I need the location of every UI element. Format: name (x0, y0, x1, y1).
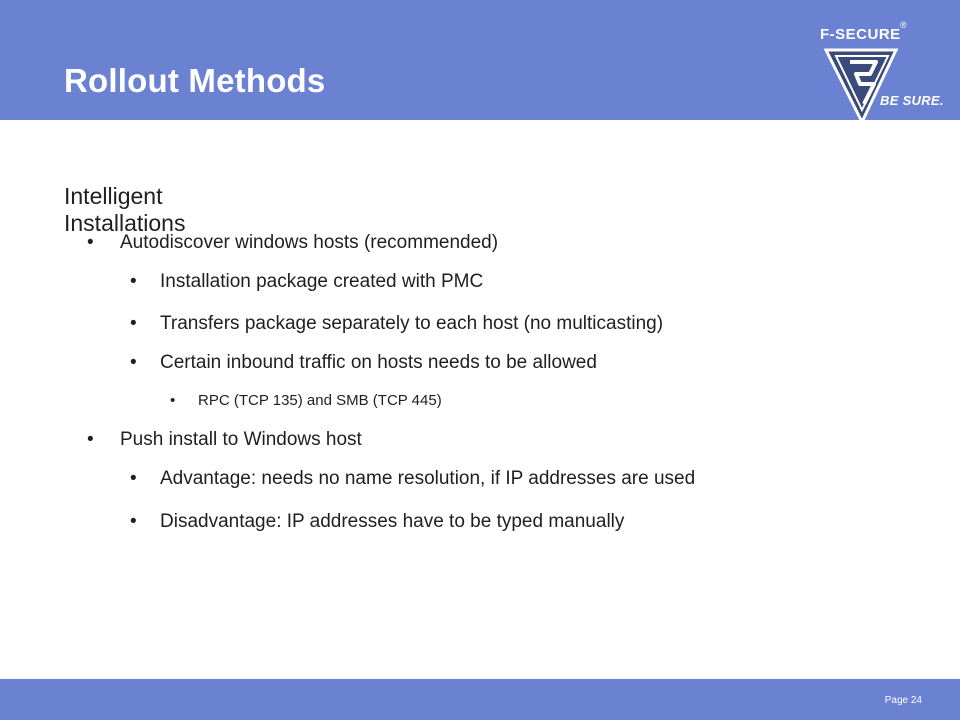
bullet-marker: • (130, 271, 137, 292)
logo-tagline: BE SURE. (880, 93, 944, 108)
bullet-marker: • (170, 392, 176, 409)
bullet-marker: • (130, 511, 137, 532)
page-number: Page 24 (884, 695, 922, 706)
logo-registered-mark: ® (900, 20, 907, 30)
bullet-text: RPC (TCP 135) and SMB (TCP 445) (198, 392, 442, 409)
bullet-text: Installation package created with PMC (160, 271, 484, 292)
bullet-text: Autodiscover windows hosts (recommended) (120, 232, 499, 253)
f-secure-emblem-icon (822, 44, 900, 126)
slide-title: Rollout Methods (64, 62, 326, 99)
bullet-item (170, 392, 442, 409)
bullet-item (130, 271, 484, 293)
bullet-marker: • (130, 313, 137, 334)
bullet-text: Disadvantage: IP addresses have to be typed manually (160, 511, 625, 532)
bullet-text: Advantage: needs no name resolution, if IP addresses are used (160, 468, 696, 489)
bullet-marker: • (130, 352, 137, 373)
footer-band (0, 679, 960, 720)
bullet-item (130, 511, 625, 533)
bullet-item (87, 429, 362, 451)
bullet-text: Push install to Windows host (120, 429, 362, 450)
bullet-item (130, 313, 664, 335)
bullet-item (130, 468, 696, 490)
f-secure-logo (820, 18, 950, 108)
bullet-marker: • (87, 429, 94, 450)
bullet-marker: • (87, 232, 94, 253)
bullet-item (87, 232, 499, 254)
bullet-text: Transfers package separately to each host (no multicasting) (160, 313, 664, 334)
logo-brand-text: F-SECURE (820, 26, 901, 43)
bullet-text: Certain inbound traffic on hosts needs to be allowed (160, 352, 597, 373)
section-heading: Intelligent Installations (64, 183, 186, 236)
bullet-item (130, 352, 597, 374)
bullet-marker: • (130, 468, 137, 489)
header-band (0, 0, 960, 120)
